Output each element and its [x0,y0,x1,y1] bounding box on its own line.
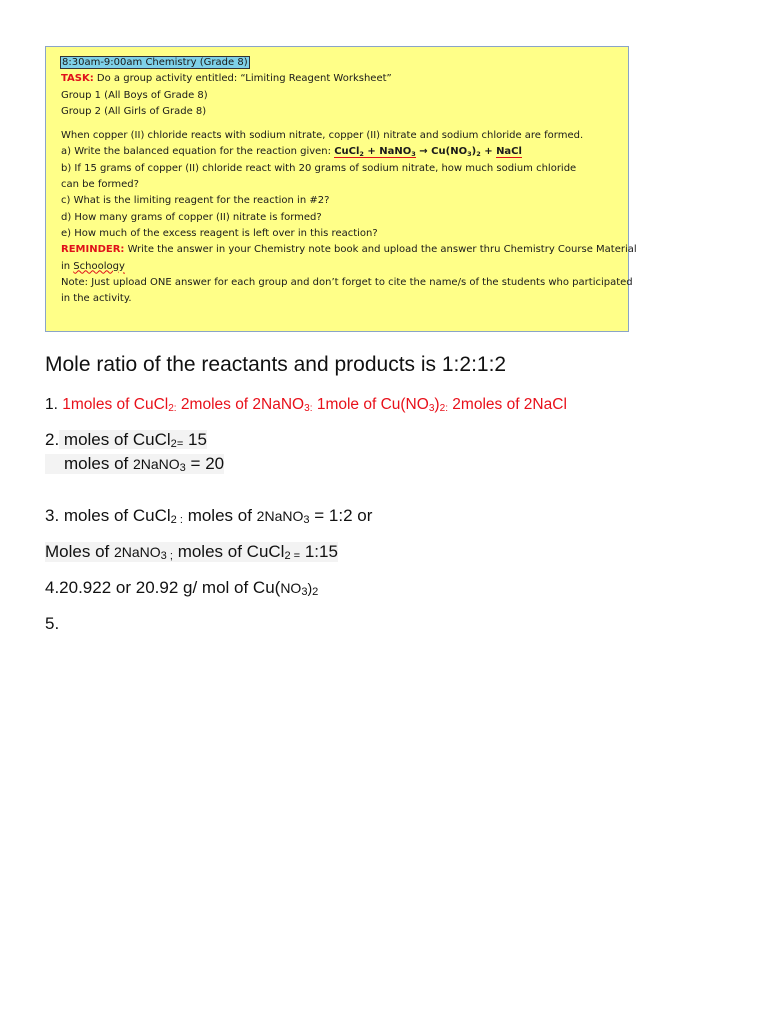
reminder-in: in [61,260,74,272]
task-time-line [61,55,618,71]
a4-part: ) [307,580,313,596]
a1-sub: 2: [168,403,177,414]
a1-sub: 2: [439,403,448,414]
group2-line: Group 2 (All Girls of Grade 8) [61,105,207,117]
a3-value: = 1:2 or [309,506,373,525]
eq-nano3: NaNO [379,146,412,158]
a3b-sub: 2 = [284,550,301,562]
eq-cuno3: Cu(NO [431,146,468,158]
a3-formula: 2NaNO [256,508,304,524]
task-text: Do a group activity entitled: “Limiting Reagent Worksheet” [93,73,392,85]
a1-sub: 3 [428,403,435,414]
answer-1 [45,396,567,414]
answer-2 [45,430,207,450]
answer-2b [45,454,224,474]
note-line2: in the activity. [61,293,132,305]
eq-cucl2: CuCl [334,146,360,158]
a3b-sub: 3 ; [160,550,173,562]
question-a [61,144,618,160]
task-instructions-box [45,46,637,332]
a2-part: moles of CuCl [59,430,171,449]
note-line1: Note: Just upload ONE answer for each group and don’t forget to cite the name/s of the students who participated [61,276,633,288]
a1-part: 1moles of CuCl [57,396,169,413]
a1-part: 2moles of 2NaCl [448,396,567,413]
a1-sub: 3: [304,403,313,414]
reminder-text: Write the answer in your Chemistry note book and upload the answer thru Chemistry Course Material [124,244,637,256]
reminder-line [61,242,637,258]
reminder-line2 [61,259,618,275]
intro-line: When copper (II) chloride reacts with sodium nitrate, copper (II) nitrate and sodium chloride are formed. [61,130,584,142]
a1-part: ) [434,396,440,413]
equation [334,146,522,157]
eq-plus: + [480,146,497,158]
a2b-formula: 2NaNO [132,456,180,472]
a1-part: 2moles of 2NaNO [176,396,305,413]
a4-formula: NO [280,580,302,596]
a4-part: 4.20.922 or 20.92 g/ mol of Cu( [45,578,281,597]
reminder-label: REMINDER: [61,244,125,256]
answer-2-number: 2. [45,430,60,449]
answer-5: 5. [45,614,60,633]
eq-sub: 2 [359,150,364,159]
a3-part: 3. moles of CuCl [45,506,171,525]
a2b-part: moles of [64,454,133,473]
mole-ratio-heading: Mole ratio of the reactants and products is 1:2:1:2 [45,353,507,376]
question-b-line1: b) If 15 grams of copper (II) chloride react with 20 grams of sodium nitrate, how much sodium chloride [61,162,577,174]
schoology-word: Schoology [73,260,125,272]
a2-value: 15 [183,430,207,449]
eq-sub: 2 [476,150,481,159]
a3-sub: 2 : [170,514,183,526]
answer-3b [45,542,338,562]
a3b-part: moles of CuCl [172,542,285,561]
a2b-sub: 3 [179,462,186,474]
eq-reactants [334,146,416,158]
a3b-formula: 2NaNO [113,544,161,560]
time-highlight: 8:30am-9:00am Chemistry (Grade 8) [62,57,248,68]
question-d: d) How many grams of copper (II) nitrate is formed? [61,211,322,223]
eq-nacl: NaCl [496,146,522,158]
a2b-value: = 20 [185,454,225,473]
eq-paren: ) [471,146,477,158]
question-a-text: a) Write the balanced equation for the reaction given: [61,146,335,158]
a3-sub: 3 [303,514,310,526]
answer-3 [45,506,372,526]
answer-1-text [58,396,567,413]
task-label: TASK: [61,73,94,85]
answer-1-number: 1. [45,396,58,413]
answer-4 [45,578,318,598]
eq-sub: 3 [411,150,416,159]
a1-part: 1mole of Cu(NO [312,396,429,413]
a4-sub: 2 [312,586,319,598]
task-line [61,71,618,87]
question-b-line2: can be formed? [61,179,139,191]
eq-arrow: → [415,146,432,158]
a3-part: moles of [182,506,257,525]
a2-sub: 2= [170,438,184,450]
a4-sub: 3 [301,586,308,598]
question-e: e) How much of the excess reagent is left over in this reaction? [61,227,378,239]
eq-plus: + [363,146,380,158]
a3b-part: Moles of [45,542,114,561]
question-c: c) What is the limiting reagent for the reaction in #2? [61,195,330,207]
a3b-value: 1:15 [300,542,338,561]
group1-line: Group 1 (All Boys of Grade 8) [61,89,208,101]
answer-2-text [59,430,207,449]
eq-sub: 3 [467,150,472,159]
